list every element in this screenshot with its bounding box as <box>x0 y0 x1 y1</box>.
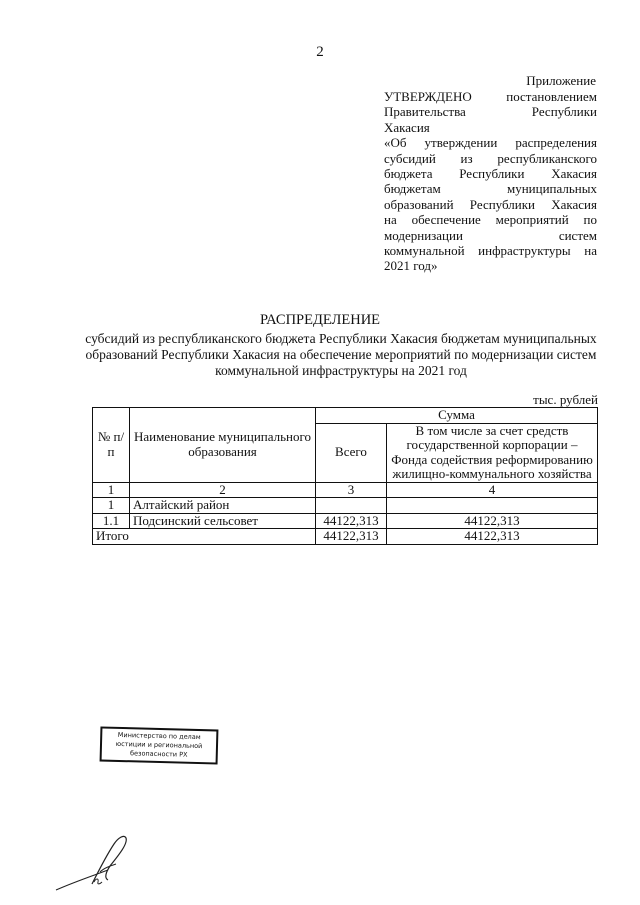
footer-total: 44122,313 <box>316 529 387 545</box>
approval-line: 2021 год» <box>384 258 438 274</box>
table-header-row <box>93 408 598 424</box>
footer-label: Итого <box>93 529 316 545</box>
stamp-line: безопасности РХ <box>129 749 188 759</box>
row-total: 44122,313 <box>316 513 387 529</box>
approval-line: субсидий из республиканского <box>384 150 597 166</box>
approval-line: модернизации систем <box>384 227 597 243</box>
column-number: 2 <box>130 482 316 498</box>
approval-line: «Об утверждении распределения <box>384 135 597 151</box>
registration-stamp <box>100 726 219 764</box>
table-footer-row <box>93 529 598 545</box>
distribution-table <box>92 407 598 545</box>
column-number: 1 <box>93 482 130 498</box>
column-number: 3 <box>316 482 387 498</box>
table-row <box>93 498 598 514</box>
header-sum: Сумма <box>316 408 598 424</box>
signature-mark <box>52 832 142 894</box>
approval-line: Хакасия <box>384 119 430 135</box>
column-number: 4 <box>387 482 598 498</box>
approval-line: Правительства Республики <box>384 104 597 120</box>
footer-fund: 44122,313 <box>387 529 598 545</box>
document-heading: РАСПРЕДЕЛЕНИЕ <box>259 312 381 328</box>
row-fund <box>387 498 598 514</box>
row-total <box>316 498 387 514</box>
header-number: № п/п <box>93 408 130 483</box>
approval-line: коммунальной инфраструктуры на <box>384 243 597 259</box>
row-fund: 44122,313 <box>387 513 598 529</box>
stamp-line: юстиции и региональной <box>115 739 203 751</box>
approval-line: на обеспечение мероприятий по <box>384 212 597 228</box>
unit-label: тыс. рублей <box>533 392 598 407</box>
table-row <box>93 513 598 529</box>
approval-block <box>384 89 597 274</box>
column-number-row <box>93 482 598 498</box>
appendix-label: Приложение <box>526 73 596 88</box>
approval-line: УТВЕРЖДЕНО постановлением <box>384 89 597 104</box>
approval-line: бюджетам муниципальных <box>384 181 597 197</box>
stamp-line: Министерство по делам <box>117 730 201 742</box>
header-name: Наименование муниципального образования <box>130 408 316 483</box>
row-number: 1 <box>93 498 130 514</box>
header-total: Всего <box>316 423 387 482</box>
header-fund: В том числе за счет средств государственной корпорации – Фонда содействия реформированию жилищно-коммунального хозяйства <box>387 423 598 482</box>
row-name: Алтайский район <box>130 498 316 514</box>
row-name: Подсинский сельсовет <box>130 513 316 529</box>
approval-line: образований Республики Хакасия <box>384 196 597 212</box>
row-number: 1.1 <box>93 513 130 529</box>
page-number: 2 <box>316 44 324 60</box>
approval-line: бюджета Республики Хакасия <box>384 166 597 182</box>
signature <box>52 832 142 899</box>
document-subtitle: субсидий из республиканского бюджета Республики Хакасия бюджетам муниципальных образований Республики Хакасия на обеспечение мероприятий по модернизации систем коммунальной инфраструктуры на 2021 год <box>85 331 597 379</box>
